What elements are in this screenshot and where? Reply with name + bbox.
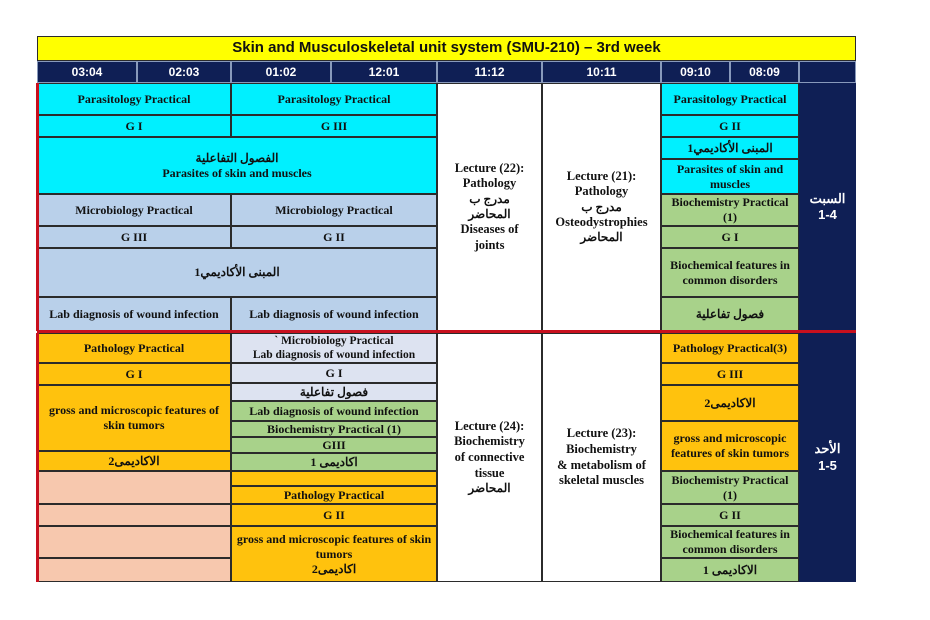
lecture-23-title: Lecture (23): <box>566 426 637 441</box>
sunday-name: الأحد <box>814 441 841 457</box>
sat-group-b: G III <box>231 115 437 137</box>
sun-right-biochem-venue: الاكاديمى 1 <box>661 558 799 582</box>
lecture-23-subject: Biochemistry <box>566 441 637 456</box>
time-slot-1112: 11:12 <box>437 61 542 83</box>
sat-micro-practical-a: Microbiology Practical <box>37 194 231 226</box>
sun-pathology-topic: gross and microscopic features of skin tumors <box>37 385 231 451</box>
time-slot-0809: 08:09 <box>730 61 799 83</box>
lecture-21-venue-1: مدرج ب <box>581 199 622 214</box>
lecture-24-subject: Biochemistry <box>454 434 525 449</box>
sun-right-group: G III <box>661 363 799 385</box>
sun-right-topic: gross and microscopic features of skin tumors <box>661 421 799 471</box>
sun-micro-topic: Lab diagnosis of wound infection <box>252 349 416 361</box>
sun-empty-2 <box>37 504 231 526</box>
sun-empty-1 <box>37 471 231 504</box>
sat-lecture-21 <box>542 83 661 331</box>
sat-parasitology-venue: الفصول التفاعلية <box>195 150 279 165</box>
sat-lecture-22 <box>437 83 542 331</box>
sun-right-biochem-topic: Biochemical features in common disorders <box>661 526 799 558</box>
sun-right-biochem-group: G II <box>661 504 799 526</box>
sun-middle-pathology-group: G II <box>231 504 437 526</box>
sat-parasitology-practical-a: Parasitology Practical <box>37 83 231 115</box>
saturday-groups: 1-4 <box>818 207 837 222</box>
sat-right-topic: Parasites of skin and muscles <box>661 159 799 194</box>
sun-lecture-23 <box>542 333 661 582</box>
left-edge-line-sat <box>36 83 39 331</box>
sat-right-biochem-practical: Biochemistry Practical (1) <box>661 194 799 226</box>
lecture-21-title: Lecture (21): <box>566 168 637 183</box>
sat-right-venue: المبنى الأكاديمي1 <box>661 137 799 159</box>
time-slot-0304: 03:04 <box>37 61 137 83</box>
sat-micro-group-a: G III <box>37 226 231 248</box>
lecture-22-venue: مدرج ب المحاضر <box>468 192 511 221</box>
sun-biochem-practical: Biochemistry Practical (1) <box>231 421 437 437</box>
sat-right-group: G II <box>661 115 799 137</box>
time-slot-day-header <box>799 61 856 83</box>
sun-micro-practical <box>231 333 437 363</box>
sun-biochem-group: GIII <box>231 437 437 453</box>
sun-right-pathology-practical: Pathology Practical(3) <box>661 333 799 363</box>
sat-right-biochem-topic: Biochemical features in common disorders <box>661 248 799 297</box>
lecture-21-topic: Osteodystrophies <box>555 214 648 229</box>
lecture-21-venue-2: المحاضر <box>580 230 623 245</box>
sat-right-biochem-venue: فصول تفاعلية <box>661 297 799 331</box>
sun-right-biochem-practical: Biochemistry Practical (1) <box>661 471 799 504</box>
sat-micro-topic-b: Lab diagnosis of wound infection <box>231 297 437 331</box>
lecture-24-title: Lecture (24): <box>454 418 525 433</box>
sat-group-a: G I <box>37 115 231 137</box>
sun-middle-pathology-topic: gross and microscopic features of skin tumors <box>236 531 432 561</box>
sat-micro-venue: المبنى الأكاديمي1 <box>37 248 437 297</box>
sat-parasitology-venue-topic <box>37 137 437 194</box>
sun-middle-pathology-practical: Pathology Practical <box>231 486 437 504</box>
lecture-24-topic: of connective tissue <box>454 450 525 480</box>
sat-parasitology-topic: Parasites of skin and muscles <box>162 165 312 180</box>
sun-lecture-24 <box>437 333 542 582</box>
time-slot-0203: 02:03 <box>137 61 231 83</box>
schedule-title: Skin and Musculoskeletal unit system (SMU-210) – 3rd week <box>37 36 856 61</box>
lecture-21-subject: Pathology <box>574 184 629 199</box>
sun-lab-diagnosis: Lab diagnosis of wound infection <box>231 401 437 421</box>
sun-pathology-practical: Pathology Practical <box>37 333 231 363</box>
saturday-name: السبت <box>809 190 846 206</box>
lecture-22-subject: Pathology <box>462 176 517 191</box>
sun-middle-pathology-topic-venue <box>231 526 437 582</box>
time-slot-0102: 01:02 <box>231 61 331 83</box>
sat-right-parasitology-practical: Parasitology Practical <box>661 83 799 115</box>
sun-middle-pathology-venue: اكاديمى2 <box>311 561 357 576</box>
lecture-23-topic: & metabolism of skeletal muscles <box>557 457 646 488</box>
sun-group: G I <box>37 363 231 385</box>
time-slot-0910: 09:10 <box>661 61 730 83</box>
sat-right-biochem-group: G I <box>661 226 799 248</box>
sun-right-venue: الاكاديمى2 <box>661 385 799 421</box>
sun-empty-4 <box>37 558 231 582</box>
sun-micro-group: G I <box>231 363 437 383</box>
lecture-22-topic: Diseases of joints <box>460 222 519 252</box>
sun-micro-practical-label: ` Microbiology Practical <box>274 334 394 347</box>
sunday-groups: 1-5 <box>818 457 837 473</box>
lecture-24-venue: المحاضر <box>468 481 511 496</box>
sat-micro-practical-b: Microbiology Practical <box>231 194 437 226</box>
day-label-saturday <box>799 83 856 331</box>
sat-parasitology-practical-b: Parasitology Practical <box>231 83 437 115</box>
sun-micro-venue: فصول تفاعلية <box>231 383 437 401</box>
sat-micro-group-b: G II <box>231 226 437 248</box>
day-divider-line <box>37 330 856 333</box>
lecture-22-title: Lecture (22): <box>454 160 525 175</box>
sun-biochem-venue: اكاديمى 1 <box>231 453 437 471</box>
day-label-sunday <box>799 333 856 582</box>
time-slot-1201: 12:01 <box>331 61 437 83</box>
sun-middle-spacer <box>231 471 437 486</box>
time-slot-1011: 10:11 <box>542 61 661 83</box>
sun-empty-3 <box>37 526 231 558</box>
sat-micro-topic-a: Lab diagnosis of wound infection <box>37 297 231 331</box>
left-edge-line-sun <box>36 333 39 582</box>
sun-pathology-venue: الاكاديمى2 <box>37 451 231 471</box>
